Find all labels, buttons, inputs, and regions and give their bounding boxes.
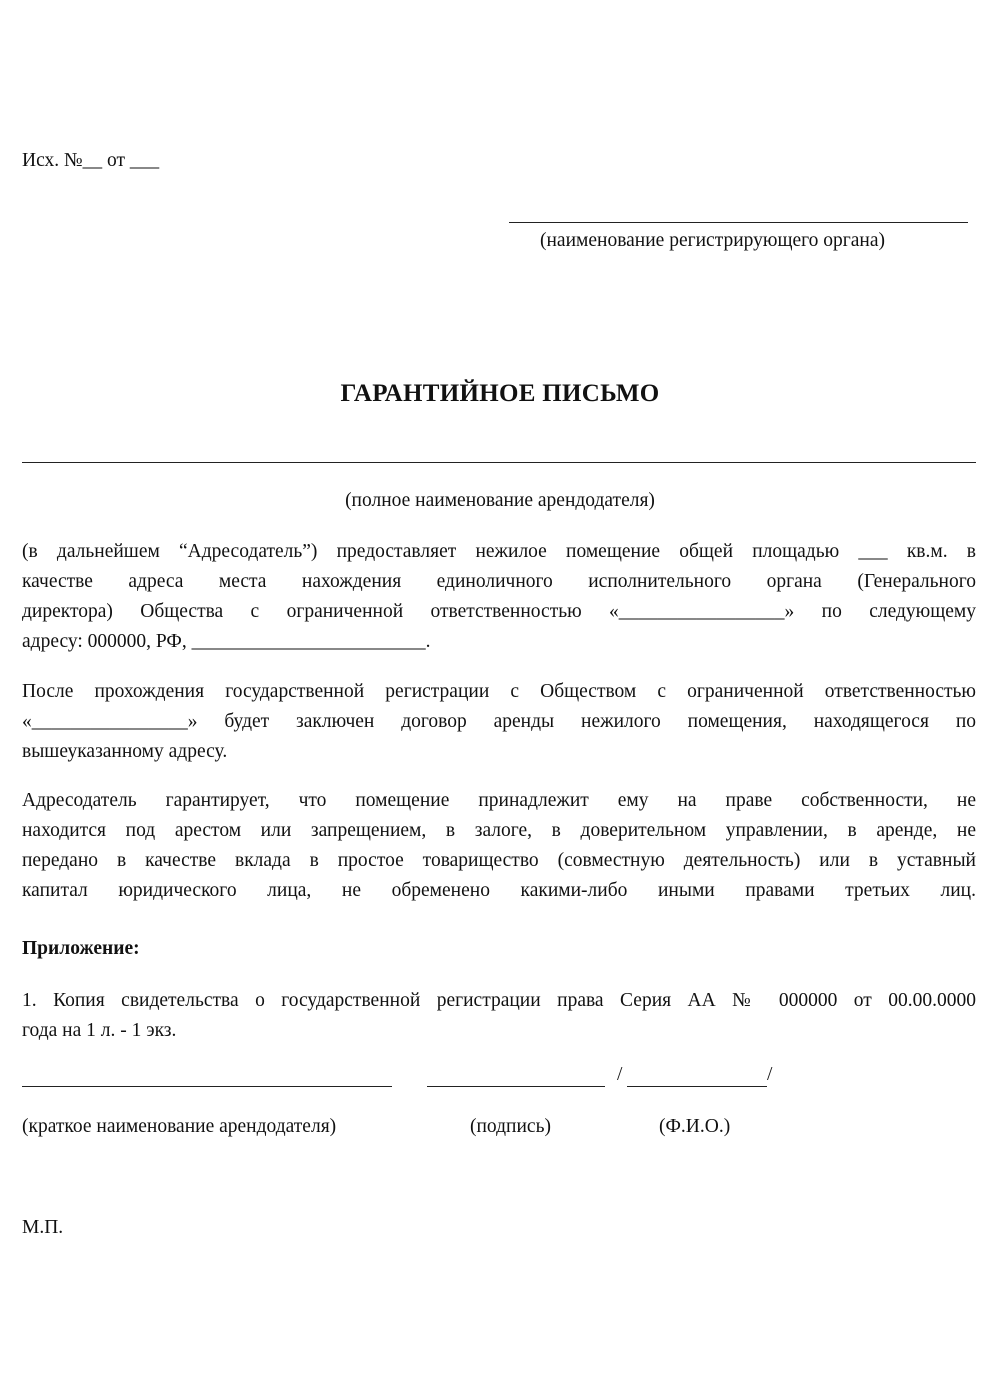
paragraph-line: директора) Общества с ограниченной ответственностью «_________________» по следующему <box>22 601 976 622</box>
paragraph-guarantee <box>22 786 976 906</box>
signature-caption: (подпись) <box>470 1116 551 1137</box>
outgoing-reference: Исх. №__ от ___ <box>22 150 160 171</box>
recipient-caption: (наименование регистрирующего органа) <box>540 230 886 251</box>
fio-blank-line <box>627 1086 767 1087</box>
paragraph-premises-provision <box>22 537 976 657</box>
paragraph-line: После прохождения государственной регистрации с Обществом с ограниченной ответственностью <box>22 681 976 702</box>
appendix-heading: Приложение: <box>22 938 140 959</box>
paragraph-line: 1. Копия свидетельства о государственной регистрации права Серия АА № 000000 от 00.00.0000 <box>22 990 976 1011</box>
appendix-item <box>22 986 976 1046</box>
recipient-blank-line <box>509 222 968 223</box>
paragraph-line: (в дальнейшем “Адресодатель”) предоставляет нежилое помещение общей площадью ___ кв.м. в <box>22 541 976 562</box>
org-name-caption: (краткое наименование арендодателя) <box>22 1116 337 1137</box>
slash-separator: / <box>617 1064 623 1085</box>
paragraph-line: Адресодатель гарантирует, что помещение принадлежит ему на праве собственности, не <box>22 790 976 811</box>
paragraph-line: капитал юридического лица, не обременено какими-либо иными правами третьих лиц. <box>22 880 976 901</box>
fio-caption: (Ф.И.О.) <box>659 1116 731 1137</box>
paragraph-line: передано в качестве вклада в простое товарищество (совместную деятельность) или в уставный <box>22 850 976 871</box>
paragraph-line: года на 1 л. - 1 экз. <box>22 1020 177 1041</box>
paragraph-lease-agreement <box>22 677 976 767</box>
lessor-blank-line <box>22 462 976 463</box>
document-title: ГАРАНТИЙНОЕ ПИСЬМО <box>340 380 660 407</box>
paragraph-line: вышеуказанному адресу. <box>22 741 228 762</box>
org-name-blank-line <box>22 1086 392 1087</box>
slash-separator: / <box>767 1064 773 1085</box>
paragraph-line: «________________» будет заключен договор аренды нежилого помещения, находящегося по <box>22 711 976 732</box>
signature-blank-line <box>427 1086 605 1087</box>
paragraph-line: качестве адреса места нахождения единоличного исполнительного органа (Генерального <box>22 571 976 592</box>
paragraph-line: адресу: 000000, РФ, ________________________. <box>22 631 431 652</box>
stamp-place: М.П. <box>22 1217 64 1238</box>
paragraph-line: находится под арестом или запрещением, в залоге, в доверительном управлении, в аренде, не <box>22 820 976 841</box>
lessor-caption: (полное наименование арендодателя) <box>345 490 655 511</box>
